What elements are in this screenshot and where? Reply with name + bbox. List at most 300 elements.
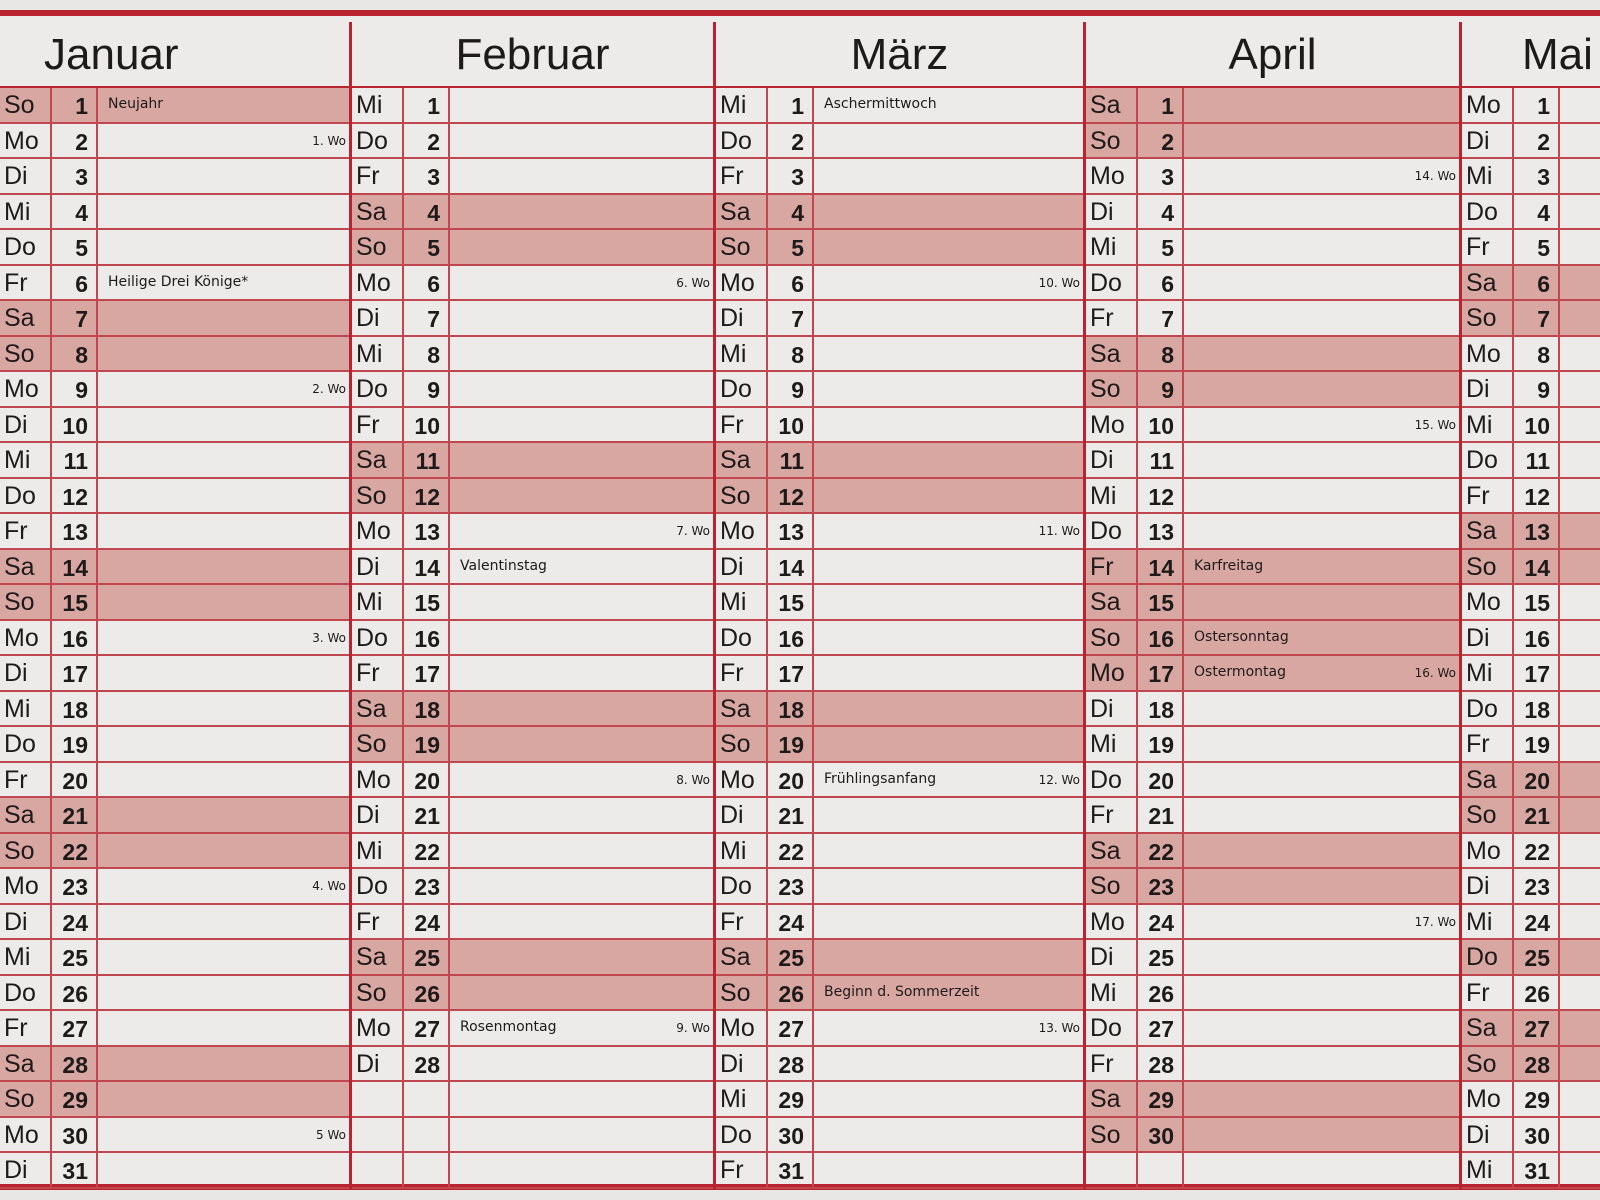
day-row[interactable] bbox=[0, 940, 349, 976]
day-row[interactable] bbox=[352, 940, 713, 976]
day-row[interactable] bbox=[1086, 656, 1459, 692]
day-row[interactable] bbox=[0, 195, 349, 231]
day-row[interactable] bbox=[1462, 763, 1600, 799]
day-row[interactable] bbox=[0, 1153, 349, 1189]
weekday-label: Sa bbox=[1086, 585, 1138, 619]
day-row[interactable] bbox=[1086, 159, 1459, 195]
week-number-label: 5 Wo bbox=[316, 1127, 346, 1142]
day-row[interactable] bbox=[1462, 869, 1600, 905]
day-row[interactable] bbox=[1086, 940, 1459, 976]
event-cell bbox=[450, 905, 713, 939]
event-cell bbox=[1560, 159, 1600, 193]
weekday-label: Fr bbox=[1086, 1047, 1138, 1081]
day-row[interactable] bbox=[1462, 88, 1600, 124]
weekday-label: Di bbox=[0, 656, 52, 690]
day-row[interactable] bbox=[352, 124, 713, 160]
day-row[interactable] bbox=[0, 621, 349, 657]
week-number-label: 13. Wo bbox=[1038, 1021, 1080, 1035]
day-row[interactable] bbox=[352, 905, 713, 941]
weekday-label: Mo bbox=[0, 372, 52, 406]
day-row[interactable] bbox=[352, 585, 713, 621]
weekday-label: Di bbox=[0, 159, 52, 193]
weekday-label: Di bbox=[1462, 869, 1514, 903]
day-number: 19 bbox=[404, 727, 450, 761]
event-cell bbox=[1560, 1047, 1600, 1081]
day-row[interactable] bbox=[1462, 301, 1600, 337]
weekday-label: Mi bbox=[1462, 1153, 1514, 1187]
day-row[interactable] bbox=[1462, 1082, 1600, 1118]
month-title: Februar bbox=[352, 22, 713, 88]
day-row[interactable] bbox=[0, 905, 349, 941]
event-cell bbox=[98, 372, 349, 406]
event-cell bbox=[98, 905, 349, 939]
day-row[interactable] bbox=[716, 905, 1083, 941]
event-cell bbox=[1560, 88, 1600, 122]
day-number: 22 bbox=[768, 834, 814, 868]
day-row[interactable] bbox=[352, 195, 713, 231]
day-row[interactable] bbox=[716, 621, 1083, 657]
weekday-label: Di bbox=[716, 301, 768, 335]
day-row[interactable] bbox=[1462, 905, 1600, 941]
weekday-label: Mi bbox=[716, 88, 768, 122]
day-row[interactable] bbox=[0, 88, 349, 124]
day-row[interactable] bbox=[352, 1011, 713, 1047]
day-row[interactable] bbox=[716, 798, 1083, 834]
day-row[interactable] bbox=[352, 372, 713, 408]
day-row[interactable] bbox=[0, 834, 349, 870]
weekday-label: Di bbox=[1462, 124, 1514, 158]
weekday-label: Di bbox=[1462, 372, 1514, 406]
event-cell bbox=[450, 1047, 713, 1081]
day-row[interactable] bbox=[352, 337, 713, 373]
day-row[interactable] bbox=[1086, 372, 1459, 408]
day-row[interactable] bbox=[716, 159, 1083, 195]
day-row[interactable] bbox=[1462, 940, 1600, 976]
day-row[interactable] bbox=[352, 88, 713, 124]
day-row[interactable] bbox=[1462, 514, 1600, 550]
event-cell bbox=[1184, 1153, 1459, 1187]
day-row[interactable] bbox=[1462, 834, 1600, 870]
event-cell bbox=[814, 443, 1083, 477]
day-row[interactable] bbox=[352, 1047, 713, 1083]
day-row[interactable] bbox=[0, 372, 349, 408]
weekday-label: So bbox=[716, 727, 768, 761]
day-row[interactable] bbox=[352, 763, 713, 799]
day-row[interactable] bbox=[716, 976, 1083, 1012]
day-row[interactable] bbox=[716, 195, 1083, 231]
day-row[interactable] bbox=[716, 124, 1083, 160]
day-row[interactable] bbox=[1086, 834, 1459, 870]
day-row[interactable] bbox=[1462, 408, 1600, 444]
weekday-label: Di bbox=[1086, 443, 1138, 477]
event-cell bbox=[814, 550, 1083, 584]
day-row[interactable] bbox=[716, 656, 1083, 692]
day-row[interactable] bbox=[0, 124, 349, 160]
day-row[interactable] bbox=[0, 514, 349, 550]
day-number bbox=[1138, 1153, 1184, 1187]
weekday-label: So bbox=[0, 1082, 52, 1116]
day-row[interactable] bbox=[1086, 124, 1459, 160]
weekday-label: Do bbox=[716, 1118, 768, 1152]
day-row[interactable] bbox=[352, 727, 713, 763]
day-row[interactable] bbox=[0, 727, 349, 763]
event-cell bbox=[450, 301, 713, 335]
day-row[interactable] bbox=[0, 1011, 349, 1047]
day-number: 7 bbox=[1514, 301, 1560, 335]
day-number: 6 bbox=[1514, 266, 1560, 300]
empty-day-row bbox=[352, 1082, 713, 1118]
event-cell bbox=[814, 266, 1083, 300]
day-number: 21 bbox=[768, 798, 814, 832]
day-row[interactable] bbox=[0, 1118, 349, 1154]
day-number: 3 bbox=[52, 159, 98, 193]
day-number: 12 bbox=[1138, 479, 1184, 513]
day-row[interactable] bbox=[1086, 727, 1459, 763]
weekday-label: Di bbox=[0, 1153, 52, 1187]
event-cell bbox=[98, 195, 349, 229]
day-row[interactable] bbox=[0, 337, 349, 373]
weekday-label: Mi bbox=[716, 1082, 768, 1116]
event-cell bbox=[98, 443, 349, 477]
day-row[interactable] bbox=[1086, 905, 1459, 941]
day-row[interactable] bbox=[716, 727, 1083, 763]
day-row[interactable] bbox=[1462, 443, 1600, 479]
weekday-label: Do bbox=[716, 621, 768, 655]
event-cell bbox=[814, 905, 1083, 939]
day-number: 5 bbox=[404, 230, 450, 264]
day-row[interactable] bbox=[1086, 1118, 1459, 1154]
day-number: 9 bbox=[1514, 372, 1560, 406]
day-row[interactable] bbox=[0, 976, 349, 1012]
day-row[interactable] bbox=[352, 301, 713, 337]
day-row[interactable] bbox=[1462, 1047, 1600, 1083]
day-number: 10 bbox=[1138, 408, 1184, 442]
day-row[interactable] bbox=[0, 550, 349, 586]
day-number: 23 bbox=[768, 869, 814, 903]
day-row[interactable] bbox=[352, 692, 713, 728]
day-row[interactable] bbox=[716, 940, 1083, 976]
day-row[interactable] bbox=[1462, 337, 1600, 373]
day-row[interactable] bbox=[1086, 88, 1459, 124]
day-number: 4 bbox=[1138, 195, 1184, 229]
day-row[interactable] bbox=[0, 585, 349, 621]
day-row[interactable] bbox=[352, 266, 713, 302]
weekday-label: So bbox=[1086, 869, 1138, 903]
day-row[interactable] bbox=[352, 514, 713, 550]
day-row[interactable] bbox=[352, 621, 713, 657]
weekday-label: Di bbox=[0, 408, 52, 442]
day-row[interactable] bbox=[1462, 230, 1600, 266]
day-row[interactable] bbox=[716, 408, 1083, 444]
day-row[interactable] bbox=[0, 656, 349, 692]
day-row[interactable] bbox=[716, 88, 1083, 124]
day-number: 18 bbox=[404, 692, 450, 726]
day-row[interactable] bbox=[0, 479, 349, 515]
weekday-label: Mo bbox=[352, 763, 404, 797]
holiday-label: Neujahr bbox=[108, 96, 164, 112]
day-row[interactable] bbox=[1462, 550, 1600, 586]
day-row[interactable] bbox=[0, 443, 349, 479]
day-number: 18 bbox=[1514, 692, 1560, 726]
day-row[interactable] bbox=[352, 443, 713, 479]
day-number: 30 bbox=[1514, 1118, 1560, 1152]
event-cell bbox=[814, 834, 1083, 868]
day-number: 5 bbox=[1514, 230, 1560, 264]
day-number: 20 bbox=[768, 763, 814, 797]
day-row[interactable] bbox=[1086, 869, 1459, 905]
day-row[interactable] bbox=[0, 692, 349, 728]
day-row[interactable] bbox=[1462, 976, 1600, 1012]
day-row[interactable] bbox=[716, 479, 1083, 515]
day-number: 24 bbox=[768, 905, 814, 939]
event-cell bbox=[814, 1011, 1083, 1045]
day-row[interactable] bbox=[1086, 1082, 1459, 1118]
day-number: 2 bbox=[768, 124, 814, 158]
day-number: 7 bbox=[1138, 301, 1184, 335]
weekday-label: Mo bbox=[716, 266, 768, 300]
weekday-label bbox=[1086, 1153, 1138, 1187]
day-number: 4 bbox=[1514, 195, 1560, 229]
week-number-label: 11. Wo bbox=[1038, 524, 1080, 538]
weekday-label: Mi bbox=[1462, 408, 1514, 442]
day-number: 15 bbox=[404, 585, 450, 619]
event-cell bbox=[1560, 727, 1600, 761]
day-row[interactable] bbox=[1462, 621, 1600, 657]
day-row[interactable] bbox=[352, 656, 713, 692]
event-cell bbox=[1560, 1118, 1600, 1152]
weekday-label: Mo bbox=[1462, 337, 1514, 371]
day-number: 9 bbox=[768, 372, 814, 406]
day-row[interactable] bbox=[1086, 266, 1459, 302]
day-row[interactable] bbox=[1086, 550, 1459, 586]
day-row[interactable] bbox=[1462, 1118, 1600, 1154]
day-number: 3 bbox=[1138, 159, 1184, 193]
day-row[interactable] bbox=[1086, 443, 1459, 479]
event-cell bbox=[1184, 195, 1459, 229]
event-cell bbox=[1560, 940, 1600, 974]
event-cell bbox=[814, 1153, 1083, 1187]
day-row[interactable] bbox=[0, 159, 349, 195]
day-row[interactable] bbox=[0, 798, 349, 834]
day-row[interactable] bbox=[716, 692, 1083, 728]
holiday-label: Heilige Drei Könige* bbox=[108, 273, 249, 290]
event-cell bbox=[1184, 763, 1459, 797]
event-cell bbox=[814, 976, 1083, 1010]
day-row[interactable] bbox=[716, 869, 1083, 905]
day-row[interactable] bbox=[1462, 266, 1600, 302]
day-row[interactable] bbox=[1086, 763, 1459, 799]
day-row[interactable] bbox=[1086, 1047, 1459, 1083]
weekday-label bbox=[352, 1118, 404, 1152]
day-row[interactable] bbox=[1462, 656, 1600, 692]
day-row[interactable] bbox=[0, 230, 349, 266]
event-cell bbox=[450, 1153, 713, 1187]
day-number: 24 bbox=[1138, 905, 1184, 939]
day-row[interactable] bbox=[0, 1082, 349, 1118]
day-number: 4 bbox=[404, 195, 450, 229]
day-row[interactable] bbox=[1462, 159, 1600, 195]
day-row[interactable] bbox=[716, 1047, 1083, 1083]
day-row[interactable] bbox=[352, 230, 713, 266]
day-row[interactable] bbox=[1462, 585, 1600, 621]
event-cell bbox=[814, 1118, 1083, 1152]
day-row[interactable] bbox=[352, 479, 713, 515]
event-cell bbox=[1184, 88, 1459, 122]
weekday-label: Sa bbox=[1462, 763, 1514, 797]
day-number: 26 bbox=[1138, 976, 1184, 1010]
day-row[interactable] bbox=[1086, 337, 1459, 373]
day-row[interactable] bbox=[1086, 976, 1459, 1012]
day-row[interactable] bbox=[1462, 479, 1600, 515]
day-row[interactable] bbox=[1086, 798, 1459, 834]
weekday-label: So bbox=[352, 230, 404, 264]
day-number: 5 bbox=[1138, 230, 1184, 264]
day-row[interactable] bbox=[352, 550, 713, 586]
day-number: 13 bbox=[768, 514, 814, 548]
day-number: 10 bbox=[52, 408, 98, 442]
day-number: 15 bbox=[1138, 585, 1184, 619]
weekday-label: Sa bbox=[1462, 266, 1514, 300]
day-row[interactable] bbox=[716, 550, 1083, 586]
day-row[interactable] bbox=[1086, 408, 1459, 444]
day-row[interactable] bbox=[716, 230, 1083, 266]
day-number: 8 bbox=[52, 337, 98, 371]
weekday-label: Do bbox=[716, 372, 768, 406]
day-row[interactable] bbox=[1086, 621, 1459, 657]
weekday-label: Di bbox=[352, 1047, 404, 1081]
day-row[interactable] bbox=[716, 834, 1083, 870]
day-number: 2 bbox=[1514, 124, 1560, 158]
event-cell bbox=[1560, 905, 1600, 939]
event-cell bbox=[98, 763, 349, 797]
day-number: 26 bbox=[768, 976, 814, 1010]
day-row[interactable] bbox=[716, 337, 1083, 373]
day-row[interactable] bbox=[716, 1153, 1083, 1189]
event-cell bbox=[814, 798, 1083, 832]
weekday-label: Sa bbox=[1462, 1011, 1514, 1045]
day-row[interactable] bbox=[1086, 479, 1459, 515]
event-cell bbox=[98, 124, 349, 158]
day-number: 15 bbox=[768, 585, 814, 619]
day-number: 22 bbox=[52, 834, 98, 868]
weekday-label: Mi bbox=[1086, 976, 1138, 1010]
day-row[interactable] bbox=[352, 976, 713, 1012]
weekday-label: So bbox=[0, 585, 52, 619]
day-row[interactable] bbox=[1086, 301, 1459, 337]
day-row[interactable] bbox=[352, 869, 713, 905]
day-row[interactable] bbox=[1462, 727, 1600, 763]
weekday-label: Fr bbox=[716, 905, 768, 939]
day-row[interactable] bbox=[0, 869, 349, 905]
day-row[interactable] bbox=[1462, 1153, 1600, 1189]
weekday-label: Sa bbox=[352, 195, 404, 229]
day-row[interactable] bbox=[716, 1011, 1083, 1047]
weekday-label: Do bbox=[352, 621, 404, 655]
event-cell bbox=[1560, 514, 1600, 548]
day-row[interactable] bbox=[716, 443, 1083, 479]
week-number-label: 10. Wo bbox=[1038, 275, 1080, 290]
event-cell bbox=[98, 621, 349, 655]
event-cell bbox=[98, 869, 349, 903]
weekday-label: Sa bbox=[716, 692, 768, 726]
day-row[interactable] bbox=[1086, 585, 1459, 621]
weekday-label: Do bbox=[0, 479, 52, 513]
day-number: 1 bbox=[52, 88, 98, 122]
day-row[interactable] bbox=[352, 159, 713, 195]
day-number: 23 bbox=[404, 869, 450, 903]
day-row[interactable] bbox=[716, 763, 1083, 799]
weekday-label: Mo bbox=[716, 514, 768, 548]
month-title: April bbox=[1086, 22, 1459, 88]
day-row[interactable] bbox=[0, 1047, 349, 1083]
day-row[interactable] bbox=[1462, 195, 1600, 231]
event-cell bbox=[98, 1153, 349, 1187]
day-row[interactable] bbox=[352, 798, 713, 834]
day-row[interactable] bbox=[1086, 514, 1459, 550]
day-number: 24 bbox=[52, 905, 98, 939]
day-number: 6 bbox=[52, 266, 98, 300]
month-title: Januar bbox=[0, 22, 349, 88]
day-row[interactable] bbox=[1462, 798, 1600, 834]
day-row[interactable] bbox=[352, 408, 713, 444]
day-number: 26 bbox=[1514, 976, 1560, 1010]
weekday-label: Di bbox=[716, 798, 768, 832]
weekday-label: Fr bbox=[1462, 727, 1514, 761]
day-row[interactable] bbox=[1086, 692, 1459, 728]
weekday-label: Mi bbox=[0, 195, 52, 229]
day-number: 24 bbox=[1514, 905, 1560, 939]
event-cell bbox=[98, 727, 349, 761]
day-row[interactable] bbox=[716, 372, 1083, 408]
week-number-label: 9. Wo bbox=[676, 1021, 710, 1035]
day-number: 28 bbox=[768, 1047, 814, 1081]
day-row[interactable] bbox=[1462, 124, 1600, 160]
day-row[interactable] bbox=[716, 1118, 1083, 1154]
day-number: 12 bbox=[1514, 479, 1560, 513]
day-row[interactable] bbox=[0, 763, 349, 799]
day-row[interactable] bbox=[1462, 692, 1600, 728]
day-row[interactable] bbox=[0, 266, 349, 302]
day-row[interactable] bbox=[716, 301, 1083, 337]
day-row[interactable] bbox=[1086, 1011, 1459, 1047]
event-cell bbox=[450, 621, 713, 655]
weekday-label: So bbox=[0, 337, 52, 371]
day-number: 12 bbox=[404, 479, 450, 513]
week-number-label: 16. Wo bbox=[1414, 666, 1456, 680]
day-row[interactable] bbox=[352, 834, 713, 870]
day-row[interactable] bbox=[0, 408, 349, 444]
weekday-label: Mo bbox=[352, 1011, 404, 1045]
event-cell bbox=[1560, 763, 1600, 797]
day-row[interactable] bbox=[0, 301, 349, 337]
day-row[interactable] bbox=[1462, 372, 1600, 408]
day-row[interactable] bbox=[716, 585, 1083, 621]
event-cell bbox=[814, 479, 1083, 513]
weekday-label: Do bbox=[1086, 514, 1138, 548]
weekday-label: So bbox=[1086, 124, 1138, 158]
day-row[interactable] bbox=[716, 1082, 1083, 1118]
day-row[interactable] bbox=[1462, 1011, 1600, 1047]
weekday-label: Fr bbox=[352, 905, 404, 939]
day-row[interactable] bbox=[1086, 195, 1459, 231]
weekday-label: Fr bbox=[716, 159, 768, 193]
event-cell bbox=[1560, 798, 1600, 832]
weekday-label: Mi bbox=[352, 88, 404, 122]
day-row[interactable] bbox=[716, 514, 1083, 550]
event-cell bbox=[814, 514, 1083, 548]
day-row[interactable] bbox=[716, 266, 1083, 302]
day-row[interactable] bbox=[1086, 230, 1459, 266]
